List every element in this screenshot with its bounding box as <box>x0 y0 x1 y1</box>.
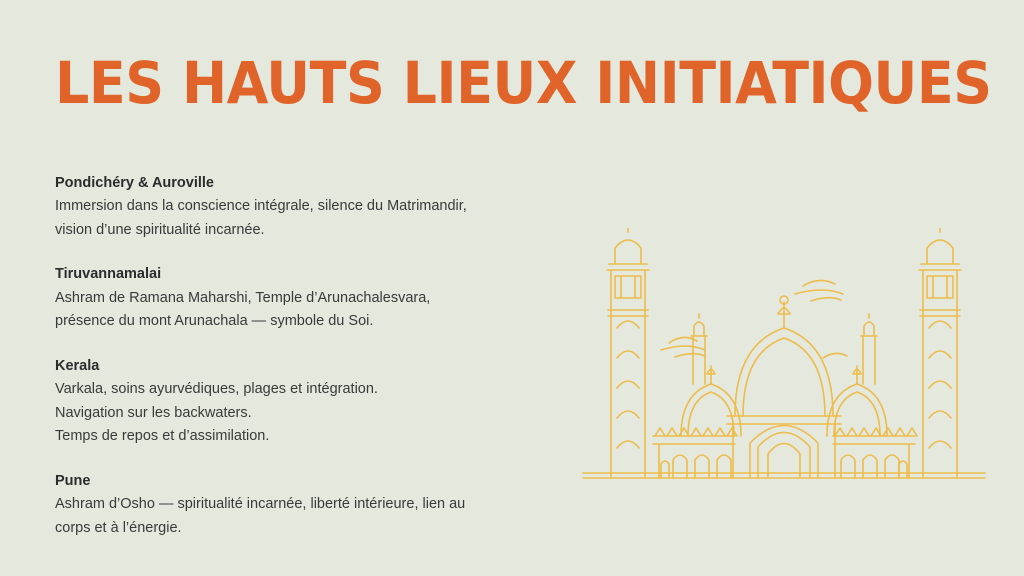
section-line: Navigation sur les backwaters. <box>55 404 252 421</box>
section-heading: Pondichéry & Auroville <box>55 175 214 191</box>
content-list <box>55 172 560 540</box>
list-item <box>55 470 560 540</box>
indian-mosque-palace-line-art-icon <box>575 228 993 486</box>
section-line: Ashram de Ramana Maharshi, Temple d’Arunachalesvara, <box>55 289 431 306</box>
section-line: présence du mont Arunachala — symbole du Soi. <box>55 313 374 330</box>
section-line: corps et à l’énergie. <box>55 519 182 536</box>
section-line: vision d’une spiritualité incarnée. <box>55 221 265 238</box>
section-heading: Pune <box>55 472 91 489</box>
section-line: Temps de repos et d’assimilation. <box>55 428 270 445</box>
section-line: Ashram d’Osho — spiritualité incarnée, liberté intérieure, lien au <box>55 496 466 513</box>
section-line: Varkala, soins ayurvédiques, plages et intégration. <box>55 381 378 398</box>
list-item <box>55 355 560 449</box>
page-title: LES HAUTS LIEUX INITIATIQUES <box>55 49 992 117</box>
section-line: Immersion dans la conscience intégrale, silence du Matrimandir, <box>55 198 467 215</box>
section-heading: Kerala <box>55 357 100 374</box>
section-heading: Tiruvannamalai <box>55 266 162 283</box>
list-item <box>55 263 560 333</box>
list-item <box>55 172 560 242</box>
